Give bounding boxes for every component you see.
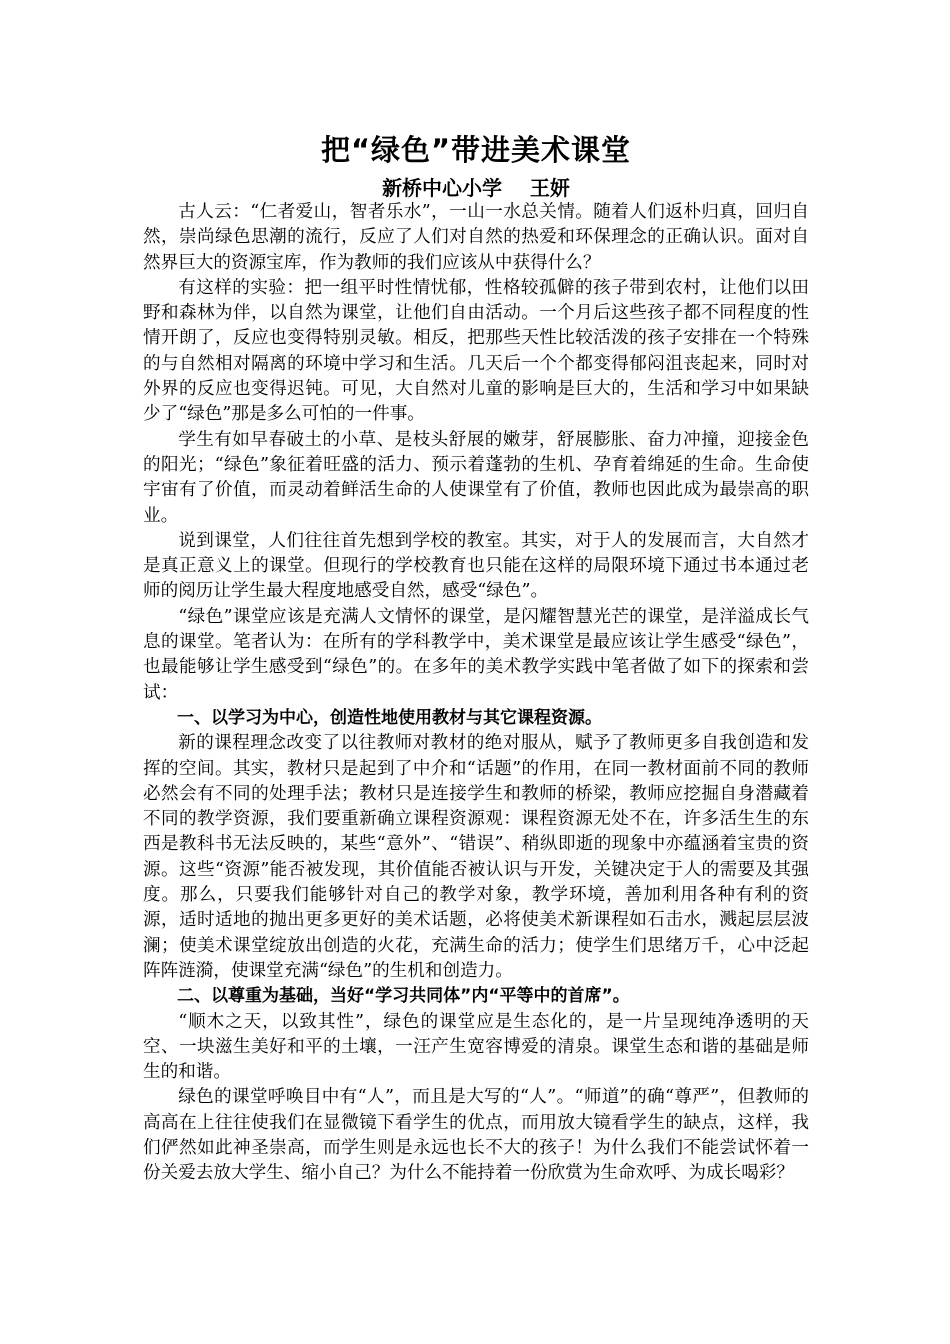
document-title: 把“绿色”带进美术课堂: [320, 133, 632, 167]
paragraph: 说到课堂，人们往往首先想到学校的教室。其实，对于人的发展而言，大自然才是真正意义上的课堂。但现行的学校教育也只能在这样的局限环境下通过书本通过老师的阅历让学生最大程度地感受自然，感受“绿色”。: [143, 530, 809, 602]
paragraph: 有这样的实验：把一组平时性情忧郁，性格较孤僻的孩子带到农村，让他们以田野和森林为伴，以自然为课堂，让他们自由活动。一个月后这些孩子都不同程度的性情开朗了，反应也变得特别灵敏。相反，把那些天性比较活泼的孩子安排在一个特殊的与自然相对隔离的环境中学习和生活。几天后一个个都变得郁闷沮丧起来，同时对外界的反应也变得迟钝。可见，大自然对儿童的影响是巨大的，生活和学习中如果缺少了“绿色”那是多么可怕的一件事。: [143, 277, 809, 425]
paragraph: “绿色”课堂应该是充满人文情怀的课堂，是闪耀智慧光芒的课堂，是洋溢成长气息的课堂。笔者认为：在所有的学科教学中，美术课堂是最应该让学生感受“绿色”，也最能够让学生感受到“绿色”的。在多年的美术教学实践中笔者做了如下的探索和尝试：: [143, 606, 809, 703]
paragraph: 古人云：“仁者爱山，智者乐水”，一山一水总关情。随着人们返朴归真，回归自然，崇尚绿色思潮的流行，反应了人们对自然的热爱和环保理念的正确认识。面对自然界巨大的资源宝库，作为教师的我们应该从中获得什么？: [143, 202, 809, 273]
paragraph: 学生有如早春破土的小草、是枝头舒展的嫩芽，舒展膨胀、奋力冲撞，迎接金色的阳光；“绿色”象征着旺盛的活力、预示着蓬勃的生机、孕育着绵延的生命。生命使宇宙有了价值，而灵动着鲜活生命的人使课堂有了价值，教师也因此成为最崇高的职业。: [143, 429, 809, 526]
paragraph: 新的课程理念改变了以往教师对教材的绝对服从，赋予了教师更多自我创造和发挥的空间。其实，教材只是起到了中介和“话题”的作用，在同一教材面前不同的教师必然会有不同的处理手法；教材只是连接学生和教师的桥梁，教师应挖掘自身潜藏着不同的教学资源，我们要重新确立课程资源观：课程资源无处不在，许多活生生的东西是教科书无法反映的，某些“意外”、“错误”、稍纵即逝的现象中亦蕴涵着宝贵的资源。这些“资源”能否被发现，其价值能否被认识与开发，关键决定于人的需要及其强度。那么，只要我们能够针对自己的教学对象，教学环境，善加利用各种有利的资源，适时适地的抛出更多更好的美术话题，必将使美术新课程如石击水，溅起层层波澜；使美术课堂绽放出创造的火花，充满生命的活力；使学生们思绪万千，心中泛起阵阵涟漪，使课堂充满“绿色”的生机和创造力。: [143, 733, 809, 981]
paragraph: 绿色的课堂呼唤目中有“人”，而且是大写的“人”。“师道”的确“尊严”，但教师的高高在上往往使我们在显微镜下看学生的优点，而用放大镜看学生的缺点，这样，我们俨然如此神圣崇高，而学生则是永远也长不大的孩子！为什么我们不能尝试怀着一份关爱去放大学生、缩小自己？为什么不能持着一份欣赏为生命欢呼、为成长喝彩？: [143, 1087, 809, 1184]
section-heading-2: 二、以尊重为基础，当好“学习共同体”内“平等中的首席”。: [177, 986, 630, 1007]
paragraph: “顺木之天，以致其性”，绿色的课堂应是生态化的，是一片呈现纯净透明的天空、一块滋生美好和平的土壤，一汪产生宽容博爱的清泉。课堂生态和谐的基础是师生的和谐。: [143, 1011, 809, 1083]
author-line: 新桥中心小学 王妍: [382, 176, 570, 200]
document-page: [143, 128, 809, 1187]
section-heading-1: 一、以学习为中心，创造性地使用教材与其它课程资源。: [177, 707, 602, 728]
